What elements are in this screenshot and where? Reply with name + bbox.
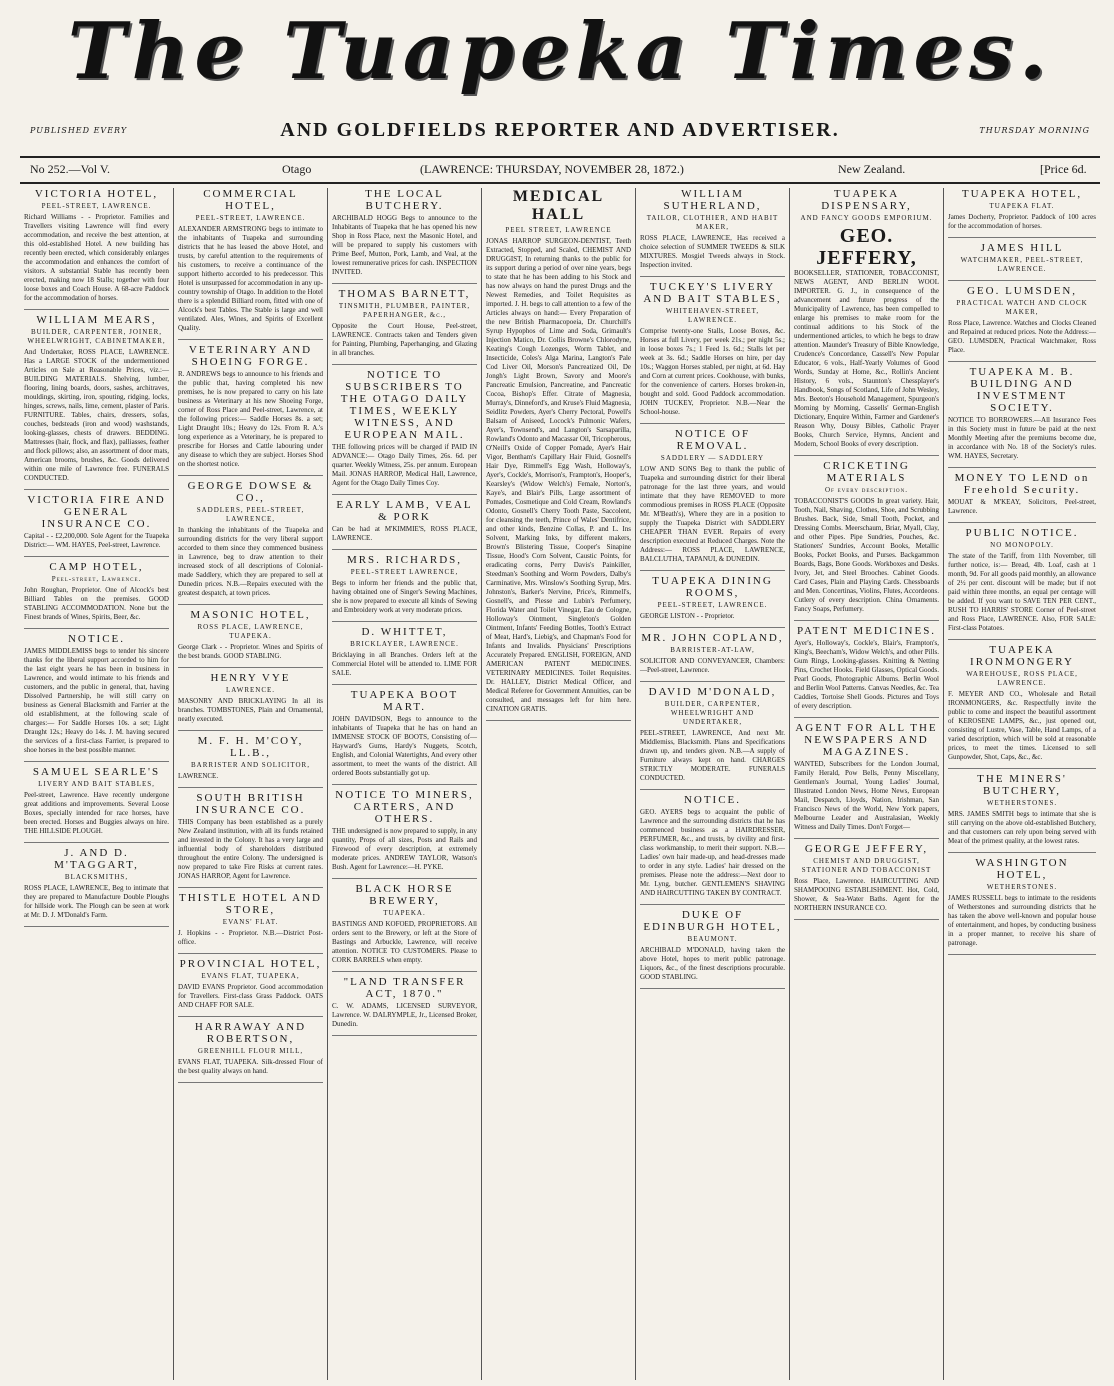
ad-body: BASTINGS AND KOFOED, PROPRIETORS. All orders sent to the Brewery, or left at the Store of Bastings and Arbuckle, Lawrence, will receive attention. NOTICE TO CUSTOMERS. Please to CORK BARRELS when empty. [332, 920, 477, 964]
advertisement [332, 789, 477, 872]
ad-body: Peel-street, Lawrence. Have recently undergone great additions and improvements. Several Loose Boxes, specially intended for race horses, have been erected. Horses and Buggies always on hire. THE HILLSIDE PLOUGH. [24, 791, 169, 835]
ad-heading: EARLY LAMB, VEAL & PORK [336, 499, 473, 523]
ad-body: John Roughan, Proprietor. One of Alcock's best Billiard Tables on the premises. GOOD STABLING ACCOMMODATION. None but the Finest brands of Wines, Spirits, Beer, &c. [24, 586, 169, 621]
ad-separator [640, 627, 785, 628]
ad-body: ARCHIBALD M'DONALD, having taken the above Hotel, hopes to merit public patronage. Liquors, &c., of the finest descriptions procurable. GOOD STABLING. [640, 946, 785, 981]
ad-separator [178, 604, 323, 605]
ad-separator [24, 761, 169, 762]
ad-heading: THE LOCAL BUTCHERY. [365, 188, 444, 212]
advertisement [640, 188, 785, 270]
ad-body: Ross Place, Lawrence. Watches and Clocks Cleaned and Repaired at reduced prices. Note the Address:— GEO. LUMSDEN, Practical Watchmaker, Ross Place. [948, 319, 1096, 354]
ad-separator [948, 467, 1096, 468]
ad-subheading: CHEMIST AND DRUGGIST, STATIONER AND TOBACCONIST [801, 857, 932, 874]
ad-body: LOW AND SONS Beg to thank the public of Tuapeka and surrounding district for their liberal patronage for the last three years, and would intimate that they have REMOVED to more commodious premises in ROSS PLACE (Opposite Mr. M'Beath's), Where they are in a position to supply the Tuapeka District with SADDLERY CHEAPER THAN EVER. Repairs of every description executed at Reduced Charges. Note the Address:— ROSS PLACE, LAWRENCE, BALCLUTHA, TAPANUI, & DUNEDIN. [640, 465, 785, 563]
dateline-date: (LAWRENCE: THURSDAY, NOVEMBER 28, 1872.) [420, 162, 684, 176]
ad-separator [640, 423, 785, 424]
ad-subheading: SADDLERS, PEEL-STREET, LAWRENCE, [196, 506, 305, 523]
ad-heading: TUAPEKA HOTEL, [961, 188, 1083, 200]
ad-body: DAVID EVANS Proprietor. Good accommodation for Travellers. First-class Grass Paddock. OATS AND CHAFF FOR SALE. [178, 983, 323, 1009]
advertisement [794, 625, 939, 711]
ad-subheading: Peel-street, Lawrence. [51, 575, 142, 583]
advertisement [178, 188, 323, 333]
ad-body: C. W. ADAMS, LICENSED SURVEYOR, Lawrence. W. DALRYMPLE, Jr., Licensed Broker, Dunedin. [332, 1002, 477, 1028]
ad-body: GEO. AYERS begs to acquaint the public of Lawrence and the surrounding districts that he has commenced business as a HAIRDRESSER, PERFUMER, &c., and trusts, by civility and first-class workmanship, to merit their support. N.B.—Ladies' own hair made-up, and head-dresses made to order in any style. Ladies' hair dressed on the premises. Please note the address:—Next door to Mr. Lyng, butcher. GENTLEMEN'S SHAVING AND HAIRCUTTING TAKEN BY CONTRACT. [640, 808, 785, 897]
ad-body: Opposite the Court House, Peel-street, LAWRENCE. Contracts taken and Tenders given for Painting, Plumbing, Paperhanging, and Glazing in all branches. [332, 322, 477, 357]
ad-separator [948, 361, 1096, 362]
ad-separator [640, 681, 785, 682]
ad-subheading: WETHERSTONES. [986, 883, 1058, 891]
ad-subheading: Of every description. [825, 486, 908, 494]
ad-separator [948, 852, 1096, 853]
column-3 [328, 188, 482, 1380]
advertisement [24, 494, 169, 550]
ad-body: Ayer's, Holloway's, Cockle's, Blair's, Frampton's, King's, Beecham's, Widow Welch's, and other Pills. Gum Rings, Looking-glasses. Knitting & Netting Pins, Crochet Hooks. Field Glasses, Optical Goods. Pearl Goods, Photographic Albums. Berlin Wool and Berlin Wool Patterns. Canvas Needles, &c. Tea Caddies, Tortoise Shell Goods. Pictures and Toys of every description. [794, 639, 939, 710]
ad-body: ARCHIBALD HOGG Begs to announce to the Inhabitants of Tuapeka that he has opened his new Shop in Ross Place, next the Masonic Hotel, and will be prepared to supply his customers with Prime Beef, Mutton, Pork, Lamb, and Veal, at the lowest remunerative prices for cash. INSPECTION INVITED. [332, 214, 477, 276]
ad-heading: NOTICE. [67, 633, 126, 645]
advertisement [794, 843, 939, 913]
columns-container [20, 188, 1100, 1380]
ad-body: WANTED, Subscribers for the London Journal, Family Herald, Pow Bells, Penny Miscellany, Gentleman's Journal, Young Ladies' Journal, Illustrated London News, Home News, European Mail, Despatch, Lloyds, Nation, Irishman, San Francisco News of the World, New York papers, Melbourne Leader and Australasian, Weekly Witness and Daily Times. Don't Forget— [794, 760, 939, 831]
ad-heading: GEORGE JEFFERY, [804, 843, 929, 855]
advertisement [332, 188, 477, 277]
advertisement [948, 285, 1096, 355]
ad-subheading: PEEL-STREET LAWRENCE, [350, 568, 459, 576]
advertisement [640, 575, 785, 621]
masthead [0, 0, 1114, 120]
ad-subheading: WETHERSTONES. [986, 799, 1058, 807]
ad-subheading: PRACTICAL WATCH AND CLOCK MAKER, [956, 299, 1088, 316]
ad-body: Can be had at M'KIMMIE'S, ROSS PLACE, LAWRENCE. [332, 525, 477, 542]
ad-body: JAMES MIDDLEMISS begs to tender his sincere thanks for the liberal support accorded to him for the last eight years he has been in business in Lawrence, and would intimate to his friends and customers, and the public in general, that, having Dissolved Partnership, he will still carry on business as General Blacksmith and Farrier at the old establishment, at the following scale of charges:— For Saddle Horses 10s. a set; Light Draught 12s.; Heavy do 14s. J. M. having secured the services of a first-class Farrier, is prepared to shoe horses in the best possible manner. [24, 647, 169, 754]
ad-heading: HARRAWAY AND ROBERTSON, [194, 1021, 307, 1045]
ad-body: Capital - - £2,200,000. Sole Agent for the Tuapeka District:— WM. HAYES, Peel-street, Lawrence. [24, 532, 169, 549]
ad-heading: MRS. RICHARDS, [346, 554, 463, 566]
advertisement [640, 281, 785, 417]
advertisement [948, 366, 1096, 461]
ad-separator [24, 628, 169, 629]
ad-separator [178, 887, 323, 888]
ad-separator [178, 730, 323, 731]
ad-body: SOLICITOR AND CONVEYANCER, Chambers:—Peel-street, Lawrence. [640, 657, 785, 674]
dateline-country: New Zealand. [838, 162, 906, 176]
advertisement [948, 644, 1096, 762]
ad-subheading: PEEL-STREET, LAWRENCE. [657, 601, 768, 609]
advertisement [640, 632, 785, 675]
advertisement [640, 686, 785, 783]
ad-separator [332, 621, 477, 622]
advertisement [24, 314, 169, 483]
ad-separator [640, 789, 785, 790]
ad-body: MRS. JAMES SMITH begs to intimate that she is still carrying on the above old-established Butchery, and that customers can rely upon being served with Meat of the primest quality, at the lowest rates. [948, 810, 1096, 845]
ad-heading: NOTICE OF REMOVAL. [674, 428, 751, 452]
ad-body: Comprise twenty-one Stalls, Loose Boxes, &c. Horses at full Livery, per week 21s.; per night 5s.; in loose boxes 7s.; 1 Feed 1s. 6d.; Stalls let per week at 3s. 6d.; Saddle Horses on hire, per day 10s.; Waggon Horses stabled, per night, at 6d. Hay and Corn at current prices. Cookhouse, with bunks, for the convenience of carters. Horses broken-in, bought and sold. Good Paddock accommodation. JOHN TUCKEY, Proprietor. N.B.—Near the School-house. [640, 327, 785, 416]
advertisement [640, 794, 785, 898]
ad-separator [794, 455, 939, 456]
ad-body: JONAS HARROP SURGEON-DENTIST, Teeth Extracted, Stopped, and Scaled, CHEMIST AND DRUGGIST, In returning thanks to the public for its support during a period of over nine years, begs to state that he has been adding to his Stock and has now always on hand the purest Drugs and the Newest Remedies, and Toilet Requisites as imported. J. H. begs to call attention to a few of the Articles always on hand:— Every Preparation of the new British Pharmacopoeia, Dr. Churchill's Syrup Hypophos of Lime and Soda, Grimault's Injection Matico, Dr. Collis Browne's Chlorodyne, Keating's Cough Lozenges, Worm Tablet, and Insecticide, Coles's Alga Marina, Langton's Pale Cod Liver Oil, Morson's Pancreatized Oil, De Jongh's Light Brown, Savory and Moore's Pancreatic Emulsion, Pancreatine, and Pancreatic Cocoa, Bishop's Effer. Citrate of Magnesia, Murray's, Dinneford's, and Kruse's Fluid Magnesia, Seidlitz Powders, Ayer's Cherry Pectoral, Powell's Balsam of Aniseed, Locock's Pulmonic Wafers, Ayer's, Townsend's, and Langton's Sarsaparilla, Rowland's Odonto and Macassar Oil, Tricopherous, O'Neill's Oxide of Copper Pomade, Ayer's Hair Vigor, Bentham's Capillary Hair Fluid, Gosnell's Hair Dye, Rimmell's Egg Wash, Holloway's, Ayer's, Cockle's, Morrison's, Frampton's, Hooper's, Kearsley's (Widow Welch's) Female, Norton's, Kaye's, and Blair's Pills, Large assortment of Pomades, Cosmetique and Cold Cream, Rowland's Odonto, Gosnell's Cherry Tooth Paste, Saccolent, for cleansing the teeth, Prince of Wales' Dentifrice, and other kinds, Benzine Collas, P. and L. Ins Solvent, Marking Inks, by different makers, Brown's Blistering Tissue, Cooper's Sinapine Tissue, Hood's Corn Solvent, Caustic Points, for eradicating corns, Perry Davis's Painkiller, Steedman's Soothing and Worm Powders, Dalby's Carminative, Mrs. Winslow's Soothing Syrup, Mrs. Johnston's, Barker's Nervine, Price's, Rimmell's, Gosnell's, and Piesse and Lubin's Perfumery, Florida Water and Toilet Vinegar, Eau de Cologne, Holloway's Ointment, Singleton's Golden Ointment, Infants' Feeding Bottles, Tooth's Extract of Meat, Hard's, Liebig's, and Chapman's Food for Infants and Invalids. Physicians' Prescriptions Accurately Prepared. ENGLISH, FOREIGN, AND AMERICAN PATENT MEDICINES. VETERINARY MEDICINES. Toilet Requisites. Dr. HALLEY, District Medical Officer, and Medical Referee for Government Annuities, can be consulted, and messages left for him here. CINATION GRATIS. [486, 237, 631, 713]
ad-subheading: EVANS FLAT, TUAPEKA, [201, 972, 300, 980]
ad-separator [332, 549, 477, 550]
advertisement [178, 1021, 323, 1076]
ad-body: James Docherty, Proprietor. Paddock of 100 acres for the accommodation of horses. [948, 213, 1096, 230]
ad-separator [178, 953, 323, 954]
ad-separator [794, 919, 939, 920]
ad-heading: GEO. LUMSDEN, [966, 285, 1078, 297]
ad-body: F. MEYER AND CO., Wholesale and Retail IRONMONGERS, &c. Respectfully invite the public to come and inspect the beautiful assortment of KEROSENE LAMPS, &c., just opened out, consisting of Lustre, Vase, Table, Hand Lamps, of a varied description, which will be sold at reasonable prices, to meet the times. Licensed to sell Gunpowder, Shot, Caps, &c., &c. [948, 690, 1096, 761]
ad-subheading: SADDLERY — SADDLERY [660, 454, 765, 462]
ad-body: JAMES RUSSELL begs to intimate to the residents of Wetherstones and surrounding districts that he has taken the above well-known and popular house of entertainment, and hopes, by conducting business in a proper manner, to receive his share of patronage. [948, 894, 1096, 947]
advertisement [332, 288, 477, 358]
ad-body: ROSS PLACE, LAWRENCE, Beg to intimate that they are prepared to Manufacture Double Ploughs for hillside work. The Plough can be seen at work at Mr. D. J. M'Donald's Farm. [24, 884, 169, 919]
ad-body: Bricklaying in all Branches. Orders left at the Commercial Hotel will be attended to. LIME FOR SALE. [332, 651, 477, 677]
advertisement [24, 188, 169, 303]
ad-body: R. ANDREWS begs to announce to his friends and the public that, having completed his new premises, he is now prepared to carry on his late business as Veterinary at his new Shoeing Forge, corner of Ross Place and Peel-street, Lawrence, at the following prices:— Saddle Horses 8s. a set; Light Draught 10s.; Heavy do 12s. From R. A.'s long experience as a Veterinary, he is prepared to prescribe for Horses and Cattle labouring under any disease to which they are subject. Horses Shod on the shortest notice. [178, 370, 323, 468]
ad-heading: NOTICE TO SUBSCRIBERS TO THE OTAGO DAILY TIMES, WEEKLY WITNESS, AND EUROPEAN MAIL. [340, 369, 469, 441]
ad-separator [24, 926, 169, 927]
ad-body: ROSS PLACE, LAWRENCE, Has received a choice selection of SUMMER TWEEDS & SILK MIXTURES. Mosgiel Tweeds always in Stock. Inspection invited. [640, 234, 785, 269]
ad-separator [178, 787, 323, 788]
ad-heading: TUAPEKA BOOT MART. [350, 689, 459, 713]
advertisement [332, 976, 477, 1029]
advertisement [178, 735, 323, 781]
ad-heading: WASHINGTON HOTEL, [975, 857, 1069, 881]
ad-separator [640, 988, 785, 989]
ad-subheading: ROSS PLACE, LAWRENCE, TUAPEKA. [197, 623, 304, 640]
ad-subheading: LIVERY AND BAIT STABLES, [38, 780, 155, 788]
ad-subheading: BARRISTER-AT-LAW, [670, 646, 755, 654]
ad-display-name: GEO. JEFFERY, [816, 225, 917, 269]
ad-body: GEORGE LISTON - - Proprietor. [640, 612, 735, 620]
ad-body: TOBACCONIST'S GOODS In great variety. Hair, Tooth, Nail, Shaving, Clothes, Shoe, and Scrubbing Brushes. Back, Side, Small Tooth, Pocket, and Dressing Combs. Meerschaum, Briar, Myall, Clay, and other Pipes. Pipe Sundries, Pouches, &c. Stationers' Sundries, Account Books, Metallic Books, Pocket Books, and Purses. Backgammon Boards, Bags, Bone Goods. Workboxes and Desks. Ivory, Jet, and Steel Brooches. Cabinet Goods. Card Cases, Plain and Playing Cards. Chessboards and Men. Concertinas, Violins, Flutes, Accordeons. Cutlery of every description. China Ornaments. Fancy Soaps, Perfumery. [794, 497, 939, 613]
advertisement [948, 857, 1096, 948]
ad-separator [948, 280, 1096, 281]
advertisement [178, 344, 323, 469]
advertisement [24, 847, 169, 920]
ad-subheading: NO MONOPOLY. [990, 541, 1054, 549]
advertisement [794, 188, 939, 449]
ad-separator [948, 522, 1096, 523]
ad-separator [794, 717, 939, 718]
advertisement [640, 428, 785, 564]
advertisement [948, 527, 1096, 633]
ad-heading: SOUTH BRITISH INSURANCE CO. [195, 792, 306, 816]
ad-heading: PUBLIC NOTICE. [965, 527, 1079, 539]
ad-heading: CAMP HOTEL, [49, 561, 144, 573]
ad-body: LAWRENCE. [178, 772, 219, 780]
ad-subheading: WAREHOUSE, ROSS PLACE, LAWRENCE. [966, 670, 1078, 687]
ad-separator [948, 768, 1096, 769]
ad-subheading: PEEL STREET, LAWRENCE [505, 226, 612, 234]
ad-body: THIS Company has been established as a purely New Zealand institution, with all its funds retained and invested in the Colony. It has a very large and influential body of shareholders distributed throughout the entire Colony. The undersigned is now prepared to take Fire Risks at current rates. JONAS HARROP, Agent for Lawrence. [178, 818, 323, 880]
newspaper-subtitle: AND GOLDFIELDS REPORTER AND ADVERTISER. [280, 119, 840, 141]
advertisement [640, 909, 785, 982]
ad-subheading: GREENHILL FLOUR MILL, [197, 1047, 304, 1055]
ad-subheading: BEAUMONT. [687, 935, 738, 943]
ad-heading: SAMUEL SEARLE'S [32, 766, 161, 778]
ad-heading: BLACK HORSE BREWERY, [355, 883, 454, 907]
ad-body: MASONRY AND BRICKLAYING In all its branches. TOMBSTONES, Plain and Ornamental, neatly executed. [178, 697, 323, 723]
advertisement [332, 499, 477, 543]
advertisement [178, 792, 323, 881]
ad-heading: "LAND TRANSFER ACT, 1870." [343, 976, 466, 1000]
ad-heading: MASONIC HOTEL, [190, 609, 311, 621]
ad-separator [794, 620, 939, 621]
column-5 [636, 188, 790, 1380]
advertisement [794, 722, 939, 832]
column-6 [790, 188, 944, 1380]
ad-body: JOHN DAVIDSON, Begs to announce to the inhabitants of Tuapeka that he has on hand an IMMENSE STOCK OF BOOTS, Consisting of— Hayward's Gums, Hardy's Nuggets, Scotch, English, and Colonial Watertights, And every other assortment, to meet the wants of the district. All ordered Boots substantially got up. [332, 715, 477, 777]
ad-heading: PROVINCIAL HOTEL, [179, 958, 322, 970]
ad-subheading: BUILDER, CARPENTER, JOINER, WHEELWRIGHT, CABINETMAKER, [27, 328, 166, 345]
ad-separator [332, 684, 477, 685]
advertisement [794, 460, 939, 614]
ad-subheading: TUAPEKA. [383, 909, 426, 917]
price: [Price 6d. [1040, 162, 1087, 176]
ad-body: And Undertaker, ROSS PLACE, LAWRENCE. Has a LARGE STOCK of the undermentioned Articles on Sale at Reasonable Prices, viz.:— BUILDING MATERIALS. Shelving, lumber, flooring, lining boards, doors, sashes, architraves, mouldings, skirting, iron, spouting, ridging, locks, hinges, screws, nails, lime, cement, plaster of Paris. FURNITURE. Tables, chairs, dressers, sofas, couches, bedsteads (iron and wood) washstands, looking-glasses, chests of drawers. BEDDING. Mattresses (hair, flock, and flax), palliasses, feather and flock pillows; also, an assortment of door mats, American brooms, brushes, &c. Goods delivered within one mile of Lawrence free. FUNERALS CONDUCTED. [24, 348, 169, 482]
ad-subheading: PEEL-STREET, LAWRENCE. [195, 214, 306, 222]
ad-separator [24, 309, 169, 310]
ad-body: MOUAT & M'KEAY, Solicitors, Peel-street, Lawrence. [948, 498, 1096, 515]
dateline [20, 162, 1100, 180]
ad-heading: TUAPEKA M. B. BUILDING AND INVESTMENT SOCIETY. [969, 366, 1075, 414]
ad-body: EVANS FLAT, TUAPEKA. Silk-dressed Flour of the best quality always on hand. [178, 1058, 323, 1075]
ad-body: The state of the Tariff, from 11th November, till further notice, is:— Bread, 4lb. Loaf, cash at 1 month, 9d. For all goods paid monthly, an allowance of 2½ per cent. discount will be made; but if not paid within three months, an equal per centage will be added. If you want to SAVE TEN PER CENT., RUSH TO HARRIS' STORE Corner of Peel-street and Ross Place, LAWRENCE. Also, FOR SALE: First-class Potatoes. [948, 552, 1096, 632]
ad-subheading: WHITEHAVEN-STREET, LAWRENCE. [665, 307, 760, 324]
ad-heading: NOTICE. [683, 794, 742, 806]
ad-heading: TUAPEKA DISPENSARY, [821, 188, 912, 212]
newspaper-title: The Tuapeka Times. [67, 6, 1053, 97]
ad-separator [486, 720, 631, 721]
ad-heading: CRICKETING MATERIALS [823, 460, 910, 484]
ad-subheading: TAILOR, CLOTHIER, AND HABIT MAKER, [646, 214, 779, 231]
advertisement [486, 188, 631, 714]
ad-heading: WILLIAM SUTHERLAND, [663, 188, 762, 212]
ad-separator [24, 842, 169, 843]
dateline-place: Otago [282, 162, 312, 176]
ad-subheading: BLACKSMITHS, [64, 873, 129, 881]
ad-separator [332, 784, 477, 785]
ad-subheading: TUAPEKA FLAT. [989, 202, 1055, 210]
advertisement [178, 609, 323, 661]
ad-separator [332, 494, 477, 495]
ad-body: Ross Place, Lawrence. HAIRCUTTING AND SHAMPOOING ESTABLISHMENT. Hot, Cold, Shower, & Sea-Water Baths. Agent for the NORTHERN INSURANCE CO. [794, 877, 939, 912]
advertisement [332, 554, 477, 615]
column-7 [944, 188, 1100, 1380]
published-every-label: PUBLISHED EVERY [30, 126, 128, 135]
ad-subheading: BUILDER, CARPENTER, WHEELWRIGHT AND UNDERTAKER, [664, 700, 761, 726]
ad-heading: NOTICE TO MINERS, CARTERS, AND OTHERS. [335, 789, 474, 825]
ad-body: NOTICE TO BORROWERS.—All Insurance Fees in this Society must in future be paid at the next Monthly Meeting after the premiums become due, in accordance with No. 18 of the Society's rules. WM. HAYES, Secretary. [948, 416, 1096, 460]
ad-heading: DAVID M'DONALD, [648, 686, 777, 698]
ad-body: BOOKSELLER, STATIONER, TOBACCONIST, NEWS AGENT, AND BERLIN WOOL IMPORTER. G. J., in consequence of the advancement and future progress of the Municipality of Lawrence, has been compelled to enlarge his premises to make room for the continual additions to his Stock of the undermentioned articles, to which he begs to draw attention. Maunder's Treasury of Bible Knowledge, Crudence's Concordance, Cassell's New Popular Educator, 6 vols., Half-Yearly Volumes of Good Words, Sunday at Home, &c., Rollin's Ancient History, 6 vols., Staunton's Chessplayer's Handbook, Songs of Scotland, Life of John Wesley, Mrs. Beeton's Household Management, Spurgeon's Morning by Morning, Cassells' German-English Dictionary, Enquire Within, Farmer and Gardener's Reason Why, Dousy Bibles, Catholic Prayer Books, Church Service, Hymns, Ancient and Modern, School Books of every description. [794, 269, 939, 448]
ad-body: George Clark - - Proprietor. Wines and Spirits of the best brands. GOOD STABLING. [178, 643, 323, 660]
advertisement [332, 689, 477, 778]
thursday-morning-label: THURSDAY MORNING [979, 126, 1090, 135]
advertisement [332, 883, 477, 965]
ad-subheading: BARRISTER AND SOLICITOR, [191, 761, 310, 769]
ad-body: J. Hopkins - - Proprietor. N.B.—District Post-office. [178, 929, 323, 946]
ad-separator [640, 570, 785, 571]
ad-heading: JAMES HILL [980, 242, 1064, 254]
advertisement [24, 633, 169, 755]
advertisement [24, 561, 169, 622]
ad-separator [178, 475, 323, 476]
ad-subheading: PEEL-STREET, LAWRENCE. [41, 202, 152, 210]
ad-heading: MR. JOHN COPLAND, [641, 632, 784, 644]
ad-body: Begs to inform her friends and the public that, having obtained one of Singer's Sewing Machines, she is now prepared to execute all kinds of Sewing and Embroidery work at very moderate prices. [332, 579, 477, 614]
ad-separator [332, 878, 477, 879]
advertisement [332, 626, 477, 678]
ad-heading: THE MINERS' BUTCHERY, [977, 773, 1067, 797]
ad-separator [178, 1082, 323, 1083]
ad-separator [948, 237, 1096, 238]
dateline-rule [20, 182, 1100, 184]
ad-heading: J. AND D. M'TAGGART, [54, 847, 139, 871]
ad-subheading: LAWRENCE. [225, 686, 276, 694]
advertisement [332, 369, 477, 488]
issue-number: No 252.—Vol V. [30, 162, 111, 176]
ad-subheading: AND FANCY GOODS EMPORIUM. [800, 214, 933, 222]
advertisement [948, 472, 1096, 516]
ad-separator [640, 276, 785, 277]
ad-body: THE undersigned is now prepared to supply, in any quantity, Props of all sizes, Posts and Rails and Firewood of every description, at extremely moderate prices. ANDREW TAYLOR, Watson's Bush. Agent for Lawrence:—H. PYKE. [332, 827, 477, 871]
ad-separator [332, 364, 477, 365]
ad-heading: VICTORIA HOTEL, [34, 188, 159, 200]
ad-body: ALEXANDER ARMSTRONG begs to intimate to the inhabitants of Tuapeka and surrounding districts that he has leased the above Hotel, and trusts, by careful attention to the requirements of his customers, to receive a continuance of the support hitherto accorded to his predecessor. This Hotel is unsurpassed for accommodation in any up-country township of Otago. In addition to the Hotel there is a splendid Billiard room, fitted with one of Alcock's best Tables. The Stable is large and well ventilated. Ales, Wines, and Spirits of Excellent Quality. [178, 225, 323, 332]
advertisement [948, 773, 1096, 846]
ad-separator [948, 954, 1096, 955]
ad-body: Richard Williams - - Proprietor. Families and Travellers visiting Lawrence will find every accommodation, and receive the best attention, at this old-established Hotel. A new building has recently been erected, which considerably enlarges the accommodation and enhances the comfort of visitors. A substantial Stable has recently been erected, making now 18 Stalls; together with four loose boxes and Coach House. A 68-acre Paddock for the accommodation of horses. [24, 213, 169, 302]
ad-separator [24, 556, 169, 557]
ad-heading: PATENT MEDICINES. [796, 625, 937, 637]
ad-separator [948, 639, 1096, 640]
column-4 [482, 188, 636, 1380]
ad-subheading: TINSMITH, PLUMBER, PAINTER, PAPERHANGER, &c., [338, 302, 471, 319]
advertisement [178, 892, 323, 947]
ad-heading: AGENT FOR ALL THE NEWSPAPERS AND MAGAZINES. [795, 722, 938, 758]
top-rule [20, 156, 1100, 158]
ad-heading: HENRY VYE [210, 672, 291, 684]
ad-separator [332, 283, 477, 284]
ad-separator [178, 667, 323, 668]
ad-heading: MEDICAL HALL [512, 188, 605, 223]
ad-body: THE following prices will be charged if PAID IN ADVANCE:— Otago Daily Times, 26s. 6d. per quarter. Weekly Witness, 25s. per annum. European Mail. JONAS HARROP, Medical Hall, Lawrence, Agent for the Otago Daily Times Coy. [332, 443, 477, 487]
ad-heading: GEORGE DOWSE & CO., [187, 480, 314, 504]
ad-subheading: EVANS' FLAT. [222, 918, 279, 926]
ad-body: PEEL-STREET, LAWRENCE, And next Mr. Middlemiss, Blacksmith. Plans and Specifications drawn up, and tenders given. N.B.—A supply of Furniture always kept on hand. CHARGES STRICTLY MODERATE. FUNERALS CONDUCTED. [640, 729, 785, 782]
ad-separator [178, 1016, 323, 1017]
ad-heading: TUAPEKA IRONMONGERY [970, 644, 1074, 668]
ad-separator [332, 971, 477, 972]
advertisement [948, 242, 1096, 274]
advertisement [178, 480, 323, 598]
ad-subheading: WATCHMAKER, PEEL-STREET, LAWRENCE. [960, 256, 1084, 273]
ad-body: In thanking the inhabitants of the Tuapeka and surrounding districts for the very liberal support accorded to them since they commenced business in Lawrence, beg to draw attention to their increased stock of all descriptions of Colonial-made Saddlery, which they are prepared to sell at Dunedin prices. N.B.—Repairs executed with the greatest despatch, at town prices. [178, 526, 323, 597]
ad-heading: THISTLE HOTEL AND STORE, [179, 892, 322, 916]
ad-separator [794, 838, 939, 839]
ad-heading: D. WHITTET, [361, 626, 448, 638]
ad-heading: TUAPEKA DINING ROOMS, [652, 575, 773, 599]
ad-heading: WILLIAM MEARS, [36, 314, 157, 326]
ad-heading: VICTORIA FIRE AND GENERAL INSURANCE CO. [27, 494, 166, 530]
ad-separator [178, 339, 323, 340]
ad-heading: MONEY TO LEND on Freehold Security. [954, 472, 1090, 496]
advertisement [24, 766, 169, 836]
advertisement [948, 188, 1096, 231]
advertisement [178, 958, 323, 1010]
ad-heading: VETERINARY AND SHOEING FORGE. [188, 344, 313, 368]
ad-separator [640, 904, 785, 905]
column-2 [174, 188, 328, 1380]
advertisement [178, 672, 323, 724]
ad-heading: DUKE OF EDINBURGH HOTEL, [643, 909, 782, 933]
ad-separator [24, 489, 169, 490]
ad-heading: COMMERCIAL HOTEL, [203, 188, 298, 212]
column-1 [20, 188, 174, 1380]
ad-heading: THOMAS BARNETT, [338, 288, 471, 300]
ad-subheading: BRICKLAYER, LAWRENCE. [350, 640, 459, 648]
ad-separator [332, 1035, 477, 1036]
ad-heading: M. F. H. M'COY, LL.B., [197, 735, 304, 759]
ad-heading: TUCKEY'S LIVERY AND BAIT STABLES, [643, 281, 782, 305]
